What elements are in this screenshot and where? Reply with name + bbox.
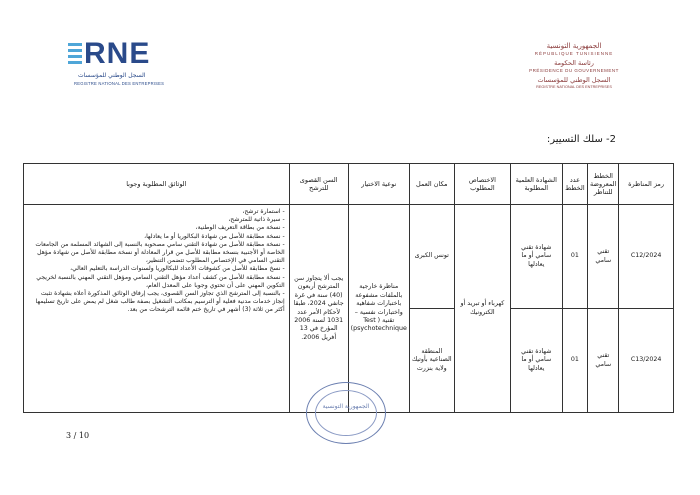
header-code: رمز المناظرة	[619, 164, 674, 205]
header-position: الخطط المعروضة للتناظر	[588, 164, 619, 205]
header-selection: نوعية الاختيار	[348, 164, 409, 205]
logo-mark-text: RNE	[84, 37, 151, 70]
table-header-row	[24, 164, 674, 205]
official-stamp	[306, 382, 386, 444]
cell-code: C12/2024	[619, 205, 674, 309]
cell-position: تقني سامي	[588, 309, 619, 413]
stamp-inner-ring	[315, 390, 377, 436]
cell-degree: شهادة تقني سامي أو ما يعادلها	[511, 205, 562, 309]
government-header	[514, 42, 634, 90]
document-item: - نسخة مطابقة للأصل من شهادة التقني سامي مصحوبة بالنسبة إلى الشهائد المسلمة من الجامعات الخاصة أو الأجنبية بنسخة مطابقة للأصل من قرار المعادلة أو نسخة مطابقة للأصل من شهادة مؤهل التقني السامي في الإختصاص المطلوب تتضمن التنظير،	[35, 240, 285, 265]
document-item: - نسخة من بطاقة التعريف الوطنية،	[195, 224, 285, 232]
cell-selection: مناظرة خارجية بالملفات مشفوعة باختبارات شفاهية واختبارات نفسية – تقنية ( Test psychotechnique)	[348, 205, 409, 413]
rne-logo	[68, 38, 188, 88]
logo-bars-icon	[68, 43, 82, 65]
document-item: - سيرة ذاتية للمترشح،	[228, 216, 285, 224]
header-max-age: السن القصوى للترشح	[289, 164, 348, 205]
document-item: - بالنسبة إلى المترشح الذي تجاوز السن القصوى، يجب إرفاق الوثائق المذكورة أعلاه بشهادة تثبت إنجاز خدمات مدنية فعلية أو الترسيم بمكاتب التشغيل بصفة طالب شغل لم يمض على تاريخ تسليمها أكثر من ثلاثة (3) أشهر في تاريخ ختم قائمة الترشحات من بعد.	[35, 290, 285, 314]
cell-documents	[24, 205, 290, 413]
table-row	[24, 205, 674, 309]
cell-position: تقني سامي	[588, 205, 619, 309]
header-line-1: الجمهورية التونسية	[546, 42, 602, 50]
document-item: - نسخة مطابقة للأصل من كشف أعداد مؤهل التقني السامي ومؤهل التقني المهني بالنسبة لخريجي التكوين المهني على أن تحتوي وجوبا على المعدل العام،	[36, 273, 285, 289]
cell-count: 01	[562, 309, 588, 413]
cell-degree: شهادة تقني سامي أو ما يعادلها	[511, 309, 562, 413]
document-item: - استمارة ترشح،	[242, 208, 285, 215]
document-item: - نسخ مطابقة للأصل من كشوفات الأعداد للبكالوريا ولسنوات الدراسة بالتعليم العالي،	[70, 265, 285, 273]
section-title: 2- سلك التسيير:	[546, 134, 616, 145]
header-specialty: الاختصاص المطلوب	[454, 164, 510, 205]
header-line-6: REGISTRE NATIONAL DES ENTREPRISES	[536, 85, 612, 89]
positions-table	[23, 163, 674, 413]
header-count: عدد الخطط	[562, 164, 588, 205]
header-degree: الشهادة العلمية المطلوبة	[511, 164, 562, 205]
logo-french-name: REGISTRE NATIONAL DES ENTREPRISES	[74, 81, 165, 86]
header-workplace: مكان العمل	[409, 164, 454, 205]
stamp-text: الجمهورية التونسية	[322, 403, 370, 410]
header-line-3: رئاسة الحكومة	[554, 59, 594, 67]
page-number: 3 / 10	[66, 431, 90, 440]
cell-max-age: يجب ألا يتجاوز سن المترشح أربعون (40) سنة في غرة جانفي 2024، طبقا لأحكام الأمر عدد 1031 لسنة 2006 المؤرخ في 13 أفريل 2006.	[289, 205, 348, 413]
logo-mark	[84, 38, 150, 70]
header-line-2: RÉPUBLIQUE TUNISIENNE	[534, 51, 614, 56]
cell-workplace: تونس الكبرى	[409, 205, 454, 309]
document-item: - نسخة مطابقة للأصل من شهادة البكالوريا أو ما يعادلها،	[144, 232, 285, 240]
cell-specialty: كهرباء أو تبريد أو الكترونيك	[454, 205, 510, 413]
header-documents: الوثائق المطلوبة وجوبا	[24, 164, 290, 205]
header-line-5: السجل الوطني للمؤسسات	[537, 76, 611, 84]
cell-workplace: المنطقة الصناعية بأوتيك ولاية بنزرت	[409, 309, 454, 413]
logo-arabic-name: السجل الوطني للمؤسسات	[78, 72, 146, 79]
cell-count: 01	[562, 205, 588, 309]
header-line-4: PRÉSIDENCE DU GOUVERNEMENT	[529, 68, 619, 73]
cell-code: C13/2024	[619, 309, 674, 413]
